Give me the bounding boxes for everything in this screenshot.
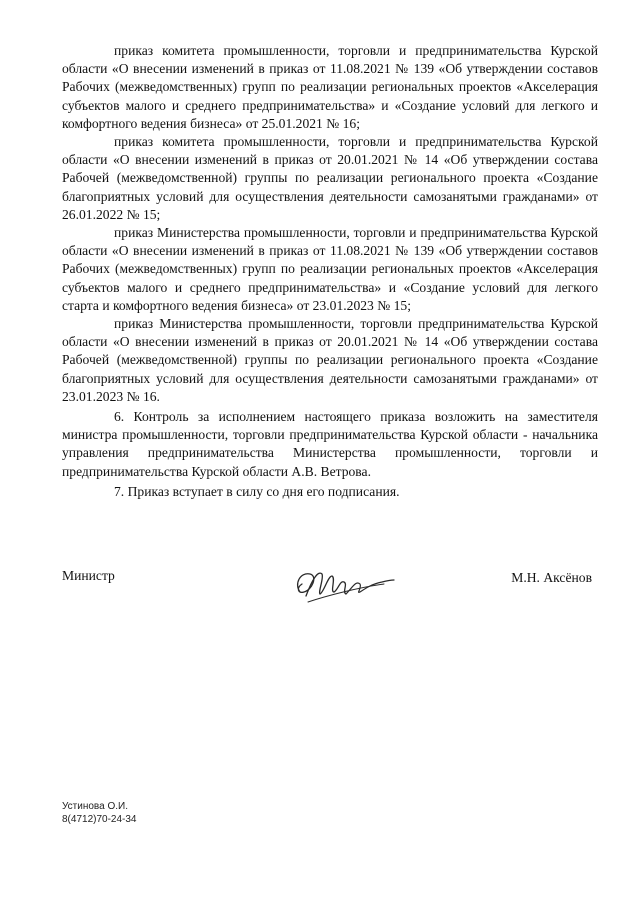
signature-block: [62, 568, 598, 618]
paragraph-order-4: приказ Министерства промышленности, торговли предпринимательства Курской области «О внесении изменений в приказ от 20.01.2021 № 14 «Об утверждении состава Рабочей (межведомственной) группы по реализации регионального проекта «Создание благоприятных условий для осуществления деятельности самозанятыми гражданами» от 23.01.2023 № 16.: [62, 316, 598, 404]
paragraph-order-3: приказ Министерства промышленности, торговли и предпринимательства Курской области «О внесении изменений в приказ от 11.08.2021 № 139 «Об утверждении составов Рабочих (межведомственных) групп по реализации региональных проектов «Акселерация субъектов малого и среднего предпринимательства» и «Создание условий для легкого старта и комфортного ведения бизнеса» от 23.01.2023 № 15;: [62, 225, 598, 313]
paragraph-item-6-control: 6. Контроль за исполнением настоящего приказа возложить на заместителя министра промышленности, торговли предпринимательства Курской области - начальника управления предпринимательства Министерства промышленности, торговли и предпринимательства Курской области А.В. Ветрова.: [62, 409, 598, 479]
signatory-title: Министр: [62, 568, 115, 583]
handwritten-signature-icon: [286, 562, 396, 608]
executor-info: [62, 800, 137, 826]
paragraph-order-1: приказ комитета промышленности, торговли и предпринимательства Курской области «О внесении изменений в приказ от 11.08.2021 № 139 «Об утверждении составов Рабочих (межведомственных) групп по реализации региональных проектов «Акселерация субъектов малого и среднего предпринимательства» и «Создание условий для легкого и комфортного ведения бизнеса» от 25.01.2021 № 16;: [62, 43, 598, 131]
paragraph-order-2: приказ комитета промышленности, торговли и предпринимательства Курской области «О внесении изменений в приказ от 20.01.2021 № 14 «Об утверждении состава Рабочей (межведомственной) группы по реализации регионального проекта «Создание благоприятных условий для осуществления деятельности самозанятыми гражданами» от 26.01.2022 № 15;: [62, 134, 598, 222]
executor-phone: 8(4712)70-24-34: [62, 814, 137, 825]
paragraph-item-7-effective: 7. Приказ вступает в силу со дня его подписания.: [114, 483, 400, 499]
signatory-name: М.Н. Аксёнов: [511, 570, 592, 585]
executor-name: Устинова О.И.: [62, 801, 128, 812]
document-body: [62, 42, 598, 501]
